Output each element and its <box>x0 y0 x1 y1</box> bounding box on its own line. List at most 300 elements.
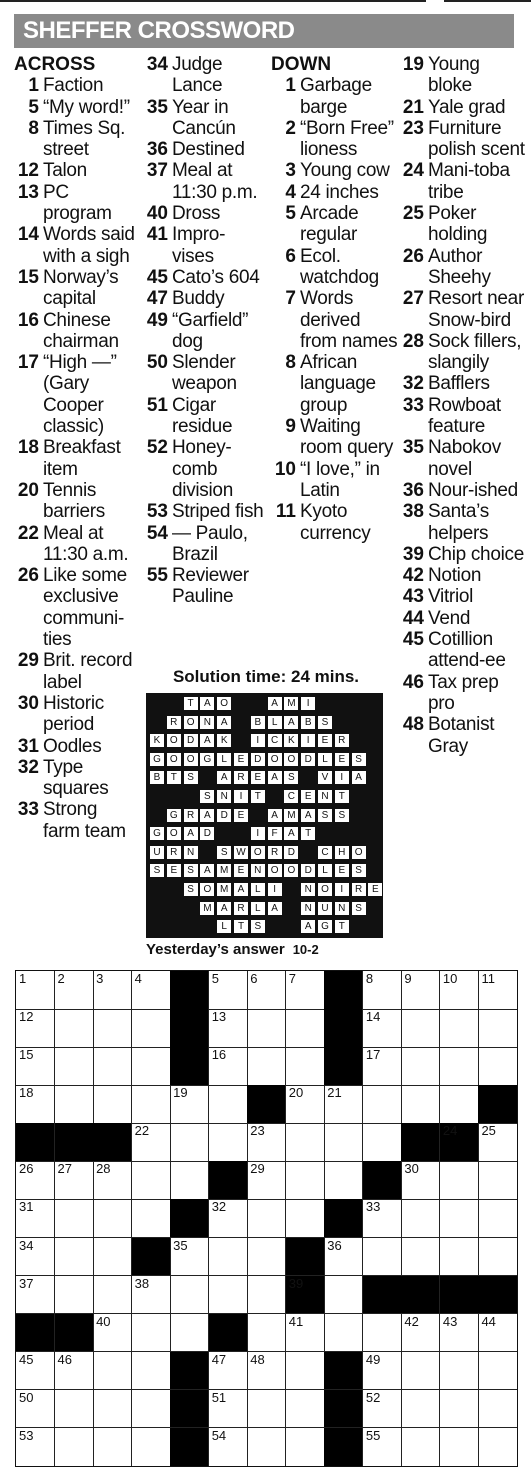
square-number: 54 <box>211 1427 227 1443</box>
down-column-1 <box>271 54 399 544</box>
clue-text: Arcade regular <box>300 203 359 246</box>
yesterday-cell: A <box>217 716 231 729</box>
clue-text: Oodles <box>43 735 102 757</box>
grid-square[interactable] <box>55 1161 94 1200</box>
grid-square[interactable] <box>16 1199 55 1238</box>
down-clue-33 <box>399 395 527 438</box>
grid-square[interactable] <box>132 1390 171 1429</box>
grid-square[interactable] <box>440 1428 479 1467</box>
grid-block <box>324 1199 363 1238</box>
clue-number: 34 <box>146 54 168 75</box>
clue-number: 5 <box>28 96 39 118</box>
down-clue-46 <box>399 672 527 715</box>
yesterday-cell: M <box>284 809 298 822</box>
grid-square[interactable] <box>16 1085 55 1124</box>
square-number: 7 <box>288 971 296 986</box>
square-number: 35 <box>173 1237 188 1253</box>
grid-square[interactable] <box>440 1009 479 1048</box>
grid-square[interactable] <box>363 1199 402 1238</box>
grid-square[interactable] <box>16 971 55 1010</box>
square-number: 12 <box>19 1009 34 1025</box>
down-clue-9 <box>271 416 399 459</box>
clue-number: 33 <box>17 799 39 821</box>
clue-number: 32 <box>402 373 424 395</box>
grid-square[interactable] <box>478 1199 517 1238</box>
clue-text: PC program <box>43 181 112 225</box>
down-clue-1 <box>271 75 399 118</box>
grid-square[interactable] <box>93 1390 132 1429</box>
grid-square[interactable] <box>132 1199 171 1238</box>
grid-block <box>440 1276 479 1315</box>
grid-square[interactable] <box>93 1238 132 1277</box>
grid-square[interactable] <box>247 971 286 1010</box>
grid-square[interactable] <box>478 1390 517 1429</box>
clue-number: 55 <box>146 565 168 587</box>
down-clue-43 <box>399 586 527 607</box>
grid-square[interactable] <box>363 1085 402 1124</box>
clue-text: Cato’s 604 <box>172 266 260 288</box>
grid-square[interactable] <box>16 1276 55 1315</box>
grid-square[interactable] <box>478 1047 517 1086</box>
down-clue-5 <box>271 203 399 246</box>
down-clue-25 <box>399 203 527 246</box>
across-clue-34 <box>143 54 266 97</box>
grid-square[interactable] <box>440 1314 479 1353</box>
yesterday-cell: G <box>200 753 214 766</box>
grid-square[interactable] <box>209 1199 248 1238</box>
grid-square[interactable] <box>16 1161 55 1200</box>
grid-square[interactable] <box>247 1428 286 1467</box>
grid-square[interactable] <box>363 1123 402 1162</box>
yesterday-cell: E <box>335 864 349 877</box>
grid-square[interactable] <box>478 1314 517 1353</box>
grid-block <box>247 1085 286 1124</box>
grid-square[interactable] <box>132 1009 171 1048</box>
grid-square[interactable] <box>324 1085 363 1124</box>
grid-square[interactable] <box>247 1161 286 1200</box>
grid-square[interactable] <box>324 1123 363 1162</box>
grid-square[interactable] <box>209 1276 248 1315</box>
square-number: 10 <box>442 971 458 986</box>
grid-square[interactable] <box>132 1123 171 1162</box>
clue-text: Striped fish <box>172 501 264 523</box>
clue-text: Brit. record label <box>43 650 133 693</box>
grid-square[interactable] <box>401 1314 440 1353</box>
grid-square[interactable] <box>16 1238 55 1277</box>
yesterday-cell: E <box>335 753 349 766</box>
grid-block <box>209 1314 248 1353</box>
clue-text: Impro-vises <box>172 224 226 267</box>
grid-block <box>132 1238 171 1277</box>
grid-square[interactable] <box>363 1047 402 1086</box>
grid-square[interactable] <box>440 971 479 1010</box>
grid-block <box>170 1199 209 1238</box>
yesterday-cell: C <box>284 790 298 803</box>
square-number: 6 <box>250 971 258 986</box>
grid-square[interactable] <box>55 1009 94 1048</box>
square-number: 37 <box>19 1275 34 1291</box>
grid-square[interactable] <box>478 1428 517 1467</box>
grid-square[interactable] <box>209 1390 248 1429</box>
yesterday-cell: S <box>352 864 366 877</box>
grid-square[interactable] <box>93 1009 132 1048</box>
grid-square[interactable] <box>401 1428 440 1467</box>
grid-square[interactable] <box>170 1314 209 1353</box>
grid-square[interactable] <box>363 1390 402 1429</box>
grid-square[interactable] <box>440 1352 479 1391</box>
clue-text: Judge Lance <box>172 54 223 97</box>
grid-square[interactable] <box>286 971 325 1010</box>
grid-square[interactable] <box>401 1199 440 1238</box>
grid-square[interactable] <box>247 1047 286 1086</box>
clue-text: Furniture polish scent <box>428 117 525 161</box>
yesterday-cell: G <box>167 809 181 822</box>
grid-square[interactable] <box>132 1047 171 1086</box>
grid-block <box>170 1428 209 1467</box>
grid-block <box>170 1009 209 1048</box>
grid-block <box>286 1238 325 1277</box>
grid-square[interactable] <box>93 1085 132 1124</box>
grid-square[interactable] <box>209 1238 248 1277</box>
grid-square[interactable] <box>93 1161 132 1200</box>
across-clue-31 <box>14 736 136 757</box>
clue-number: 37 <box>146 160 168 182</box>
grid-square[interactable] <box>132 1161 171 1200</box>
grid-block <box>324 1009 363 1048</box>
grid-square[interactable] <box>170 1085 209 1124</box>
grid-square[interactable] <box>363 1428 402 1467</box>
grid-square[interactable] <box>209 1352 248 1391</box>
clue-number: 49 <box>146 309 168 331</box>
yesterday-cell: S <box>352 902 366 915</box>
clue-text: “I love,” in Latin <box>300 458 380 501</box>
grid-square[interactable] <box>55 1276 94 1315</box>
grid-square[interactable] <box>16 1352 55 1391</box>
clue-text: Cotillion attend-ee <box>428 629 506 672</box>
grid-square[interactable] <box>55 971 94 1010</box>
yesterday-cell: A <box>184 827 198 840</box>
grid-square[interactable] <box>93 1314 132 1353</box>
grid-square[interactable] <box>286 1428 325 1467</box>
yesterday-cell: L <box>217 920 231 933</box>
grid-square[interactable] <box>247 1314 286 1353</box>
yesterday-cell: S <box>184 864 198 877</box>
grid-block <box>286 1276 325 1315</box>
down-heading: DOWN <box>271 54 332 75</box>
grid-square[interactable] <box>247 1352 286 1391</box>
clue-number: 8 <box>285 352 296 374</box>
square-number: 46 <box>57 1351 72 1367</box>
clue-number: 42 <box>402 565 424 587</box>
grid-square[interactable] <box>247 1238 286 1277</box>
grid-square[interactable] <box>247 1390 286 1429</box>
grid-square[interactable] <box>478 1123 517 1162</box>
grid-block <box>324 1390 363 1429</box>
grid-square[interactable] <box>55 1238 94 1277</box>
grid-square[interactable] <box>170 1161 209 1200</box>
grid-square[interactable] <box>209 1009 248 1048</box>
square-number: 41 <box>288 1313 304 1329</box>
grid-block <box>324 971 363 1010</box>
clue-number: 3 <box>285 160 296 182</box>
grid-square[interactable] <box>209 1428 248 1467</box>
grid-square[interactable] <box>132 1085 171 1124</box>
grid-square[interactable] <box>93 1428 132 1467</box>
yesterday-cell: E <box>251 771 265 784</box>
yesterday-label: Yesterday’s answer <box>146 941 285 958</box>
clue-number: 20 <box>17 479 39 501</box>
down-clue-3 <box>271 160 399 181</box>
grid-square[interactable] <box>401 1009 440 1048</box>
clue-number: 44 <box>402 607 424 629</box>
clue-text: Slender weapon <box>172 352 237 395</box>
grid-square[interactable] <box>16 1428 55 1467</box>
square-number: 24 <box>442 1123 458 1139</box>
grid-square[interactable] <box>286 1314 325 1353</box>
grid-square[interactable] <box>363 1352 402 1391</box>
grid-square[interactable] <box>286 1123 325 1162</box>
yesterday-cell: A <box>268 697 282 710</box>
clue-number: 36 <box>402 479 424 501</box>
grid-square[interactable] <box>478 971 517 1010</box>
grid-square[interactable] <box>401 1390 440 1429</box>
yesterday-cell: T <box>335 920 349 933</box>
grid-square[interactable] <box>247 1199 286 1238</box>
square-number: 28 <box>96 1161 111 1177</box>
clue-number: 11 <box>275 501 296 523</box>
yesterday-cell: M <box>284 697 298 710</box>
grid-square[interactable] <box>209 1085 248 1124</box>
yesterday-cell: B <box>301 716 315 729</box>
clue-number: 17 <box>17 352 39 374</box>
yesterday-cell: E <box>167 864 181 877</box>
grid-square[interactable] <box>440 1085 479 1124</box>
grid-square[interactable] <box>478 1238 517 1277</box>
clue-text: Cigar residue <box>172 394 233 438</box>
yesterday-cell: R <box>167 716 181 729</box>
grid-square[interactable] <box>55 1085 94 1124</box>
yesterday-cell: L <box>217 753 231 766</box>
grid-square[interactable] <box>478 1352 517 1391</box>
grid-square[interactable] <box>286 1009 325 1048</box>
square-number: 15 <box>19 1047 34 1063</box>
square-number: 48 <box>250 1351 265 1367</box>
grid-square[interactable] <box>132 971 171 1010</box>
clue-number: 13 <box>17 181 39 203</box>
grid-square[interactable] <box>209 1123 248 1162</box>
square-number: 30 <box>404 1161 419 1177</box>
yesterday-cell: B <box>251 716 265 729</box>
grid-square[interactable] <box>363 1238 402 1277</box>
yesterday-cell: S <box>335 809 349 822</box>
grid-square[interactable] <box>55 1199 94 1238</box>
clue-number: 24 <box>402 160 424 182</box>
clue-text: Yale grad <box>428 96 506 118</box>
grid-square[interactable] <box>93 1047 132 1086</box>
grid-square[interactable] <box>363 1314 402 1353</box>
grid-square[interactable] <box>93 1352 132 1391</box>
grid-square[interactable] <box>401 1047 440 1086</box>
yesterday-cell: D <box>217 809 231 822</box>
grid-square[interactable] <box>286 1352 325 1391</box>
grid-square[interactable] <box>209 971 248 1010</box>
clue-text: Young bloke <box>428 54 480 97</box>
grid-square[interactable] <box>324 1314 363 1353</box>
clue-number: 14 <box>17 224 39 246</box>
yesterday-cell: M <box>217 864 231 877</box>
clue-text: “High —” (Gary Cooper classic) <box>43 352 117 438</box>
grid-square[interactable] <box>363 1009 402 1048</box>
grid-block <box>209 1161 248 1200</box>
across-clue-16 <box>14 310 136 353</box>
grid-square[interactable] <box>324 1238 363 1277</box>
square-number: 52 <box>365 1389 381 1405</box>
grid-block <box>401 1276 440 1315</box>
clue-text: Buddy <box>172 288 225 310</box>
grid-square[interactable] <box>93 971 132 1010</box>
yesterday-cell: V <box>318 771 332 784</box>
clue-number: 2 <box>285 117 296 139</box>
grid-square[interactable] <box>93 1199 132 1238</box>
down-clue-36 <box>399 480 527 501</box>
yesterday-cell: R <box>335 734 349 747</box>
yesterday-cell: E <box>318 734 332 747</box>
clue-number: 26 <box>402 245 424 267</box>
clue-number: 33 <box>402 394 424 416</box>
grid-square[interactable] <box>16 1390 55 1429</box>
grid-square[interactable] <box>286 1047 325 1086</box>
clue-number: 45 <box>146 266 168 288</box>
yesterday-cell: A <box>268 771 282 784</box>
yesterday-cell: I <box>251 734 265 747</box>
clue-number: 41 <box>146 224 168 246</box>
clue-number: 10 <box>274 458 296 480</box>
grid-square[interactable] <box>440 1161 479 1200</box>
grid-square[interactable] <box>132 1276 171 1315</box>
grid-square[interactable] <box>247 1009 286 1048</box>
across-clue-41 <box>143 224 266 267</box>
yesterday-cell: S <box>184 883 198 896</box>
grid-square[interactable] <box>478 1009 517 1048</box>
grid-square[interactable] <box>170 1276 209 1315</box>
yesterday-cell: O <box>184 753 198 766</box>
clue-number: 30 <box>17 692 39 714</box>
grid-square[interactable] <box>93 1276 132 1315</box>
grid-square[interactable] <box>401 1085 440 1124</box>
clue-number: 43 <box>402 586 424 608</box>
down-column-2 <box>399 54 527 757</box>
solution-time: Solution time: 24 mins. <box>172 667 360 686</box>
clue-text: Author Sheehy <box>428 245 491 288</box>
grid-square[interactable] <box>16 1009 55 1048</box>
across-heading: ACROSS <box>14 54 96 75</box>
grid-square[interactable] <box>247 1123 286 1162</box>
yesterday-cell: N <box>318 790 332 803</box>
square-number: 42 <box>404 1313 419 1329</box>
square-number: 49 <box>365 1351 381 1367</box>
grid-square[interactable] <box>363 971 402 1010</box>
clue-text: Type squares <box>43 756 109 800</box>
clue-number: 18 <box>17 437 39 459</box>
grid-square[interactable] <box>401 1161 440 1200</box>
grid-square[interactable] <box>401 1238 440 1277</box>
down-clue-44 <box>399 608 527 629</box>
grid-square[interactable] <box>286 1390 325 1429</box>
clue-number: 1 <box>285 75 296 97</box>
yesterday-cell: L <box>251 883 265 896</box>
square-number: 44 <box>481 1313 496 1329</box>
grid-square[interactable] <box>55 1390 94 1429</box>
grid-square[interactable] <box>478 1161 517 1200</box>
grid-square[interactable] <box>55 1047 94 1086</box>
grid-square[interactable] <box>286 1085 325 1124</box>
clue-text: Kyoto currency <box>300 501 371 544</box>
yesterday-cell: O <box>318 883 332 896</box>
clue-text: Tax prep pro <box>428 671 499 714</box>
down-clue-7 <box>271 288 399 352</box>
square-number: 34 <box>19 1237 34 1253</box>
square-number: 31 <box>19 1199 34 1215</box>
yesterday-cell: A <box>301 809 315 822</box>
grid-square[interactable] <box>286 1199 325 1238</box>
yesterday-cell: I <box>234 790 248 803</box>
grid-square[interactable] <box>286 1161 325 1200</box>
down-clue-26 <box>399 246 527 289</box>
yesterday-date: 10-2 <box>292 942 319 957</box>
grid-square[interactable] <box>16 1047 55 1086</box>
clue-number: 39 <box>402 543 424 565</box>
across-clue-20 <box>14 480 136 523</box>
grid-square[interactable] <box>170 1238 209 1277</box>
grid-square[interactable] <box>401 971 440 1010</box>
grid-square[interactable] <box>170 1123 209 1162</box>
grid-square[interactable] <box>440 1199 479 1238</box>
grid-square[interactable] <box>324 1161 363 1200</box>
clue-text: Like some exclusive communi-ties <box>43 565 127 651</box>
clue-text: Nabokov novel <box>428 437 501 480</box>
clue-text: Strong farm team <box>43 799 126 842</box>
grid-square[interactable] <box>209 1047 248 1086</box>
grid-block <box>401 1123 440 1162</box>
grid-square[interactable] <box>132 1314 171 1353</box>
grid-square[interactable] <box>440 1047 479 1086</box>
grid-square[interactable] <box>55 1352 94 1391</box>
square-number: 26 <box>19 1161 34 1177</box>
across-column-1 <box>14 54 136 842</box>
grid-square[interactable] <box>132 1428 171 1467</box>
yesterday-cell: D <box>284 846 298 859</box>
grid-square[interactable] <box>55 1428 94 1467</box>
down-clue-42 <box>399 565 527 586</box>
grid-block <box>478 1276 517 1315</box>
yesterday-cell: A <box>268 902 282 915</box>
grid-square[interactable] <box>440 1238 479 1277</box>
yesterday-cell: G <box>150 827 164 840</box>
yesterday-cell: O <box>268 864 282 877</box>
clue-number: 54 <box>146 522 168 544</box>
grid-square[interactable] <box>324 1276 363 1315</box>
grid-square[interactable] <box>440 1390 479 1429</box>
grid-square[interactable] <box>401 1352 440 1391</box>
grid-square[interactable] <box>247 1276 286 1315</box>
yesterday-cell: E <box>234 809 248 822</box>
grid-square[interactable] <box>132 1352 171 1391</box>
square-number: 40 <box>96 1313 111 1329</box>
square-number: 29 <box>250 1161 265 1177</box>
down-clue-39 <box>399 544 527 565</box>
clue-text: Vitriol <box>428 586 474 608</box>
yesterday-cell: N <box>335 902 349 915</box>
